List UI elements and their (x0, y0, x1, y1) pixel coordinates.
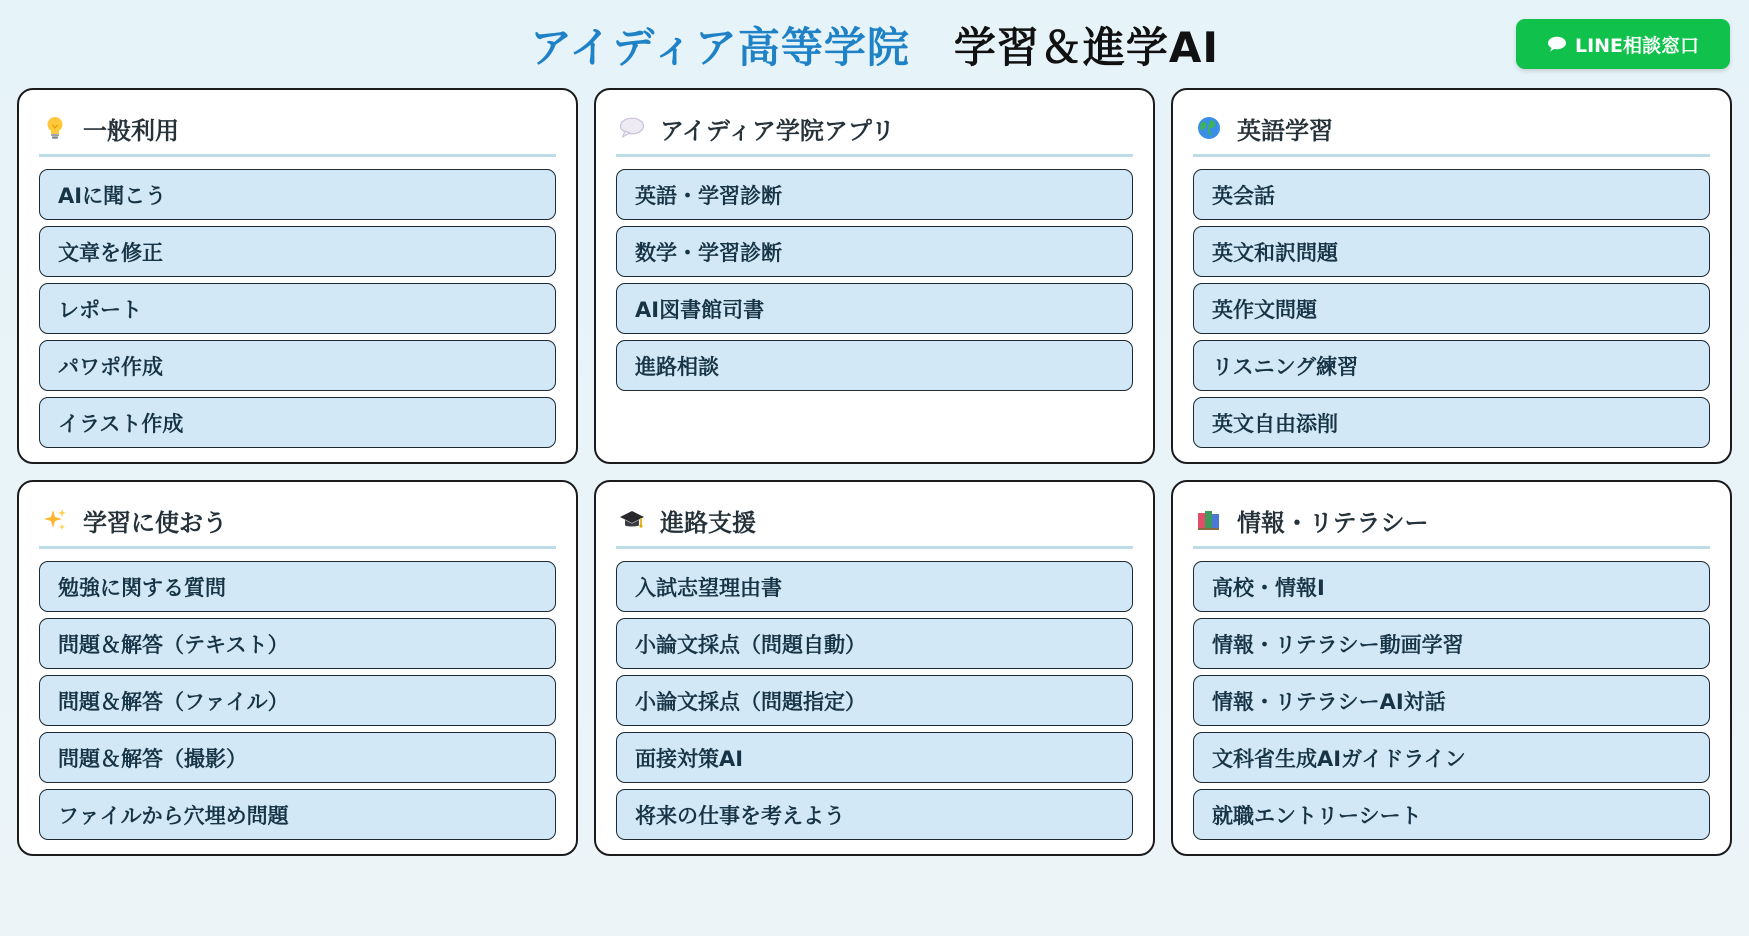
menu-item-illustration[interactable]: イラスト作成 (39, 397, 556, 448)
menu-item-translation[interactable]: 英文和訳問題 (1193, 226, 1710, 277)
line-consult-button[interactable] (1516, 19, 1730, 69)
card-header (39, 502, 556, 549)
category-card-school-apps (594, 88, 1155, 464)
menu-item-report[interactable]: レポート (39, 283, 556, 334)
category-card-career (594, 480, 1155, 856)
menu-item-entry-sheet[interactable]: 就職エントリーシート (1193, 789, 1710, 840)
card-header (1193, 110, 1710, 157)
category-card-general (17, 88, 578, 464)
line-consult-label: LINE相談窓口 (1574, 34, 1700, 57)
card-header (616, 502, 1133, 549)
menu-item-composition[interactable]: 英作文問題 (1193, 283, 1710, 334)
menu-item-slides[interactable]: パワポ作成 (39, 340, 556, 391)
menu-item-literacy-video[interactable]: 情報・リテラシー動画学習 (1193, 618, 1710, 669)
menu-item-qa-photo[interactable]: 問題＆解答（撮影） (39, 732, 556, 783)
card-header (1193, 502, 1710, 549)
speech-bubble-icon (1547, 36, 1567, 52)
card-title: アイディア学院アプリ (660, 116, 895, 145)
card-title: 一般利用 (83, 116, 179, 145)
menu-item-career-consult[interactable]: 進路相談 (616, 340, 1133, 391)
lightbulb-icon (41, 114, 69, 142)
menu-item-math-diagnosis[interactable]: 数学・学習診断 (616, 226, 1133, 277)
menu-item-future-job[interactable]: 将来の仕事を考えよう (616, 789, 1133, 840)
school-name: アイディア高等学院 (529, 23, 910, 72)
speech-bubble-icon (618, 114, 646, 142)
menu-item-application-essay[interactable]: 入試志望理由書 (616, 561, 1133, 612)
menu-item-info-1[interactable]: 高校・情報Ⅰ (1193, 561, 1710, 612)
card-title: 学習に使おう (83, 508, 227, 537)
category-grid (17, 88, 1732, 856)
menu-item-interview-ai[interactable]: 面接対策AI (616, 732, 1133, 783)
menu-item-english-diagnosis[interactable]: 英語・学習診断 (616, 169, 1133, 220)
menu-item-ask-ai[interactable]: AIに聞こう (39, 169, 556, 220)
menu-item-free-correction[interactable]: 英文自由添削 (1193, 397, 1710, 448)
menu-item-qa-text[interactable]: 問題＆解答（テキスト） (39, 618, 556, 669)
card-header (616, 110, 1133, 157)
card-header (39, 110, 556, 157)
menu-item-qa-file[interactable]: 問題＆解答（ファイル） (39, 675, 556, 726)
menu-item-essay-specified[interactable]: 小論文採点（問題指定） (616, 675, 1133, 726)
card-title: 英語学習 (1237, 116, 1333, 145)
menu-item-literacy-ai-chat[interactable]: 情報・リテラシーAI対話 (1193, 675, 1710, 726)
books-icon (1195, 506, 1223, 534)
category-card-study (17, 480, 578, 856)
service-name: 学習＆進学AI (953, 23, 1219, 72)
page-title (0, 20, 1749, 76)
card-title: 情報・リテラシー (1237, 508, 1429, 537)
menu-item-fill-in-blank[interactable]: ファイルから穴埋め問題 (39, 789, 556, 840)
category-card-literacy (1171, 480, 1732, 856)
category-card-english (1171, 88, 1732, 464)
menu-item-fix-text[interactable]: 文章を修正 (39, 226, 556, 277)
header (0, 0, 1749, 90)
globe-icon (1195, 114, 1223, 142)
menu-item-listening[interactable]: リスニング練習 (1193, 340, 1710, 391)
menu-item-english-conversation[interactable]: 英会話 (1193, 169, 1710, 220)
menu-item-study-question[interactable]: 勉強に関する質問 (39, 561, 556, 612)
sparkles-icon (41, 506, 69, 534)
card-title: 進路支援 (660, 508, 756, 537)
menu-item-essay-auto[interactable]: 小論文採点（問題自動） (616, 618, 1133, 669)
graduation-cap-icon (618, 506, 646, 534)
menu-item-ai-librarian[interactable]: AI図書館司書 (616, 283, 1133, 334)
menu-item-mext-guideline[interactable]: 文科省生成AIガイドライン (1193, 732, 1710, 783)
